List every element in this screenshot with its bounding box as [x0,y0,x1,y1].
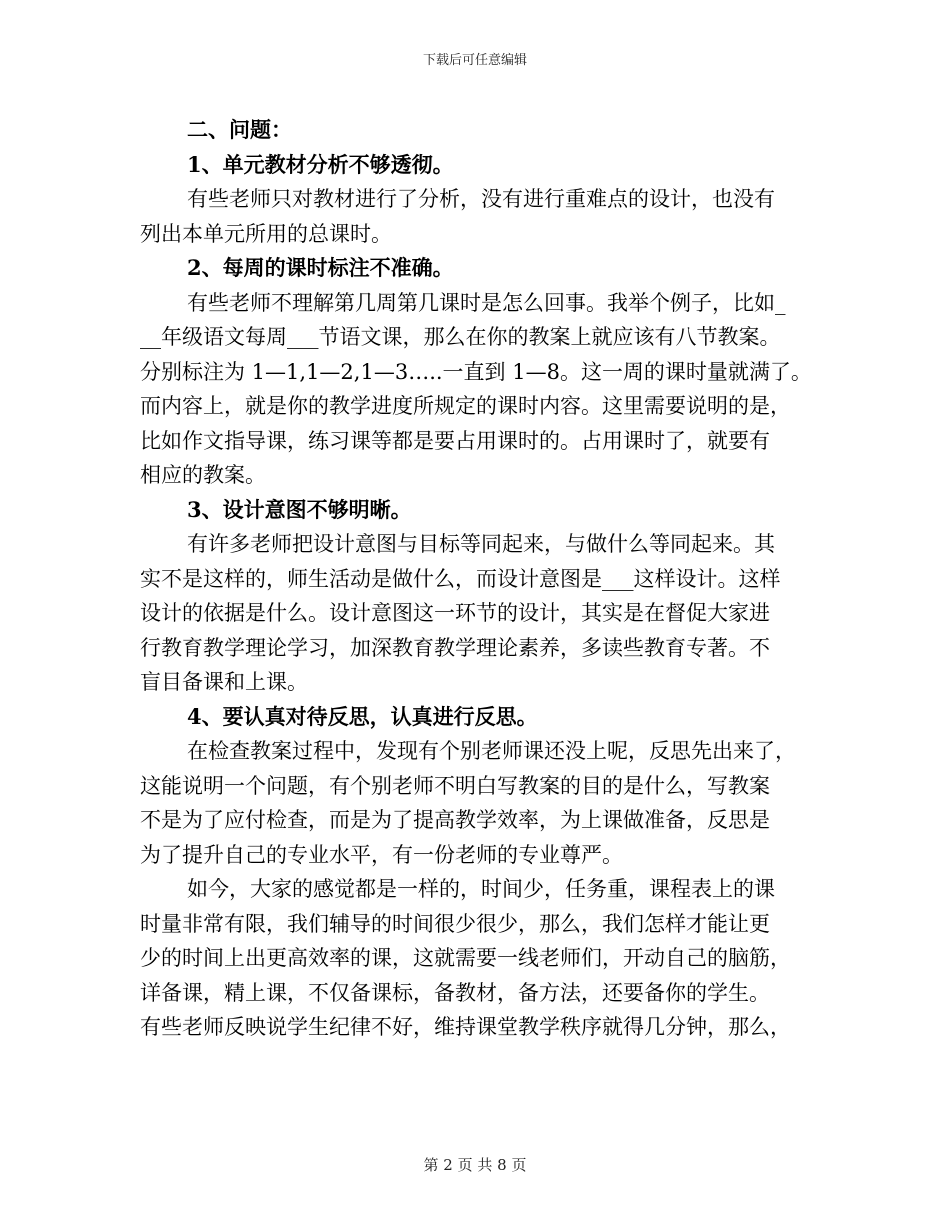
item-1-line: 有些老师只对教材进行了分析，没有进行重难点的设计，也没有 [187,187,775,211]
item-2-line: 有些老师不理解第几周第几课时是怎么回事。我举个例子，比如_ [187,290,786,315]
item-4-para1-line: 为了提升自己的专业水平，有一份老师的专业尊严。 [140,842,623,867]
item-4-title: 4、要认真对待反思，认真进行反思。 [187,703,538,729]
item-2-line: 分别标注为 1—1,1—2,1—3…..一直到 1—8。这一周的课时量就满了。 [140,359,812,384]
item-2-line: 相应的教案。 [140,463,266,487]
item-3-line: 有许多老师把设计意图与目标等同起来，与做什么等同起来。其 [187,532,775,556]
document-body [140,113,815,1045]
item-4-para2-line: 少的时间上出更高效率的课，这就需要一线老师们，开动自己的脑筋， [140,946,791,970]
item-3-line: 行教育教学理论学习，加深教育教学理论素养，多读些教育专著。不 [140,635,770,660]
item-2-line: 比如作文指导课，练习课等都是要占用课时的。占用课时了，就要有 [140,428,770,453]
item-4-para1-line: 在检查教案过程中，发现有个别老师课还没上呢，反思先出来了， [187,739,796,763]
item-3-line: 实不是这样的，师生活动是做什么，而设计意图是___这样设计。这样 [140,566,781,591]
item-4-para2-line: 时量非常有限，我们辅导的时间很少很少，那么，我们怎样才能让更 [140,911,770,936]
section-title: 二、问题： [187,117,292,142]
page-number: 第 2 页 共 8 页 [423,1156,527,1174]
item-4-para2-line: 如今，大家的感觉都是一样的，时间少，任务重，课程表上的课 [187,877,775,901]
item-4-para2-line: 详备课，精上课，不仅备课标，备教材，备方法，还要备你的学生。 [140,980,770,1005]
item-2-title: 2、每周的课时标注不准确。 [187,255,454,280]
item-4-para1-line: 这能说明一个问题，有个别老师不明白写教案的目的是什么，写教案 [140,773,770,798]
item-4-para1-line: 不是为了应付检查，而是为了提高教学效率，为上课做准备，反思是 [140,808,770,832]
page-header: 下载后可任意编辑 [422,53,527,68]
item-3-line: 盲目备课和上课。 [140,670,308,694]
item-4-para2-line: 有些老师反映说学生纪律不好，维持课堂教学秩序就得几分钟，那么， [140,1015,791,1039]
item-2-line: __年级语文每周___节语文课，那么在你的教案上就应该有八节教案。 [140,325,781,349]
item-1-title: 1、单元教材分析不够透彻。 [187,151,454,177]
item-1-line: 列出本单元所用的总课时。 [140,221,392,246]
item-3-title: 3、设计意图不够明晰。 [187,496,412,522]
item-2-line: 而内容上，就是你的教学进度所规定的课时内容。这里需要说明的是， [140,394,791,418]
item-3-line: 设计的依据是什么。设计意图这一环节的设计，其实是在督促大家进 [140,601,770,625]
